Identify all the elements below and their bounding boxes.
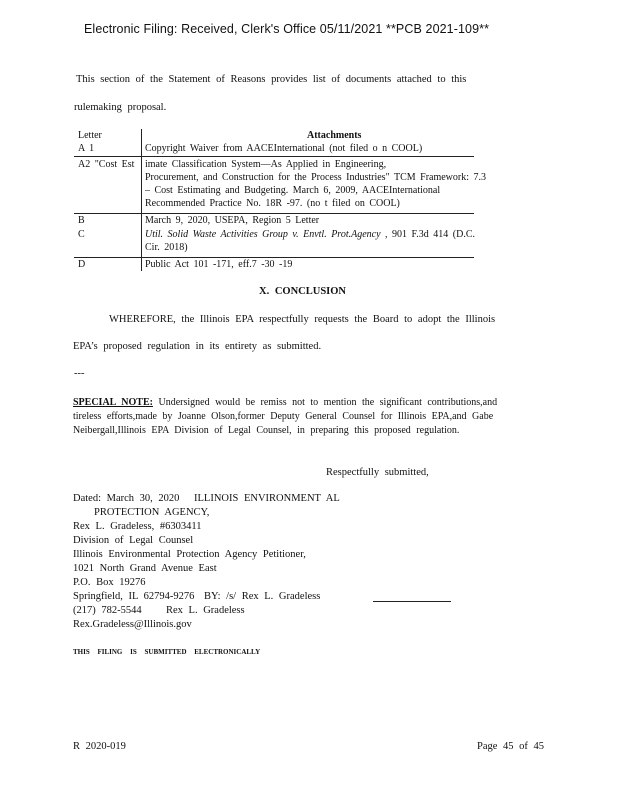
signature-by: BY: /s/ Rex L. Gradeless xyxy=(204,591,321,602)
table-row-text: March 9, 2020, USEPA, Region 5 Letter xyxy=(145,215,320,226)
table-column-divider xyxy=(141,129,142,271)
intro-line-2: rulemaking proposal. xyxy=(74,102,167,113)
signature-line xyxy=(373,601,451,602)
docket-number: R 2020-019 xyxy=(73,741,126,752)
agency-petitioner: Illinois Environmental Protection Agency Petitioner, xyxy=(73,549,306,560)
page-number: Page 45 of 45 xyxy=(477,741,545,752)
phone-number: (217) 782-5544 xyxy=(73,605,142,616)
section-heading: X. CONCLUSION xyxy=(259,286,347,297)
wherefore-line-1: WHEREFORE, the Illinois EPA respectfully requests the Board to adopt the Illinois xyxy=(109,314,496,325)
table-row-text: Public Act 101 -171, eff.7 -30 -19 xyxy=(145,259,293,270)
table-row-text: imate Classification System—As Applied in Engineering, xyxy=(145,159,387,170)
city-state-zip: Springfield, IL 62794-9276 xyxy=(73,591,195,602)
table-row-letter: D xyxy=(78,259,86,270)
attorney-name-2: Rex L. Gradeless xyxy=(166,605,245,616)
special-note-line-3: Neibergall,Illinois EPA Division of Legal Counsel, in preparing this proposed regulation. xyxy=(73,425,460,436)
special-note-line-1 xyxy=(73,397,497,408)
filing-header: Electronic Filing: Received, Clerk's Office 05/11/2021 **PCB 2021-109** xyxy=(84,22,490,36)
electronic-filing-note: THIS FILING IS SUBMITTED ELECTRONICALLY xyxy=(73,648,261,656)
table-row-letter: B xyxy=(78,215,85,226)
division: Division of Legal Counsel xyxy=(73,535,194,546)
intro-line-1: This section of the Statement of Reasons provides list of documents attached to this xyxy=(76,74,467,85)
table-row-text: Recommended Practice No. 18R -97. (no t filed on COOL) xyxy=(145,198,400,209)
case-citation: , 901 F.3d 414 (D.C. xyxy=(380,229,476,240)
table-row-divider xyxy=(74,257,474,258)
table-row-text xyxy=(145,229,475,240)
table-row-letter: C xyxy=(78,229,85,240)
wherefore-line-2: EPA’s proposed regulation in its entirety as submitted. xyxy=(73,341,322,352)
agency-name-1: ILLINOIS ENVIRONMENT AL xyxy=(194,493,340,504)
table-row-letter: A 1 xyxy=(78,143,95,154)
table-row-text: – Cost Estimating and Budgeting. March 6, 2009, AACEInternational xyxy=(145,185,441,196)
table-row-letter: A2 "Cost Est xyxy=(78,159,135,170)
separator-dashes: --- xyxy=(74,368,85,379)
closing: Respectfully submitted, xyxy=(326,467,429,478)
table-row-text: Copyright Waiver from AACEInternational (not filed o n COOL) xyxy=(145,143,423,154)
table-row-text: Procurement, and Construction for the Process Industries" TCM Framework: 7.3 xyxy=(145,172,487,183)
special-note-label: SPECIAL NOTE: xyxy=(73,397,153,408)
po-box: P.O. Box 19276 xyxy=(73,577,146,588)
table-row-text: Cir. 2018) xyxy=(145,242,188,253)
email-address: Rex.Gradeless@Illinois.gov xyxy=(73,619,192,630)
table-header-letter: Letter xyxy=(78,130,102,141)
table-row-divider xyxy=(74,156,474,157)
special-note-text: Undersigned would be remiss not to mention the significant contributions,and xyxy=(152,397,498,408)
table-header-attachments: Attachments xyxy=(307,130,362,141)
agency-name-2: PROTECTION AGENCY, xyxy=(94,507,210,518)
date-line: Dated: March 30, 2020 xyxy=(73,493,180,504)
table-row-divider xyxy=(74,213,474,214)
case-name: Util. Solid Waste Activities Group v. Envtl. Prot.Agency xyxy=(145,229,381,240)
special-note-line-2: tireless efforts,made by Joanne Olson,former Deputy General Counsel for Illinois EPA,and Gabe xyxy=(73,411,494,422)
attorney-name: Rex L. Gradeless, #6303411 xyxy=(73,521,202,532)
street-address: 1021 North Grand Avenue East xyxy=(73,563,217,574)
